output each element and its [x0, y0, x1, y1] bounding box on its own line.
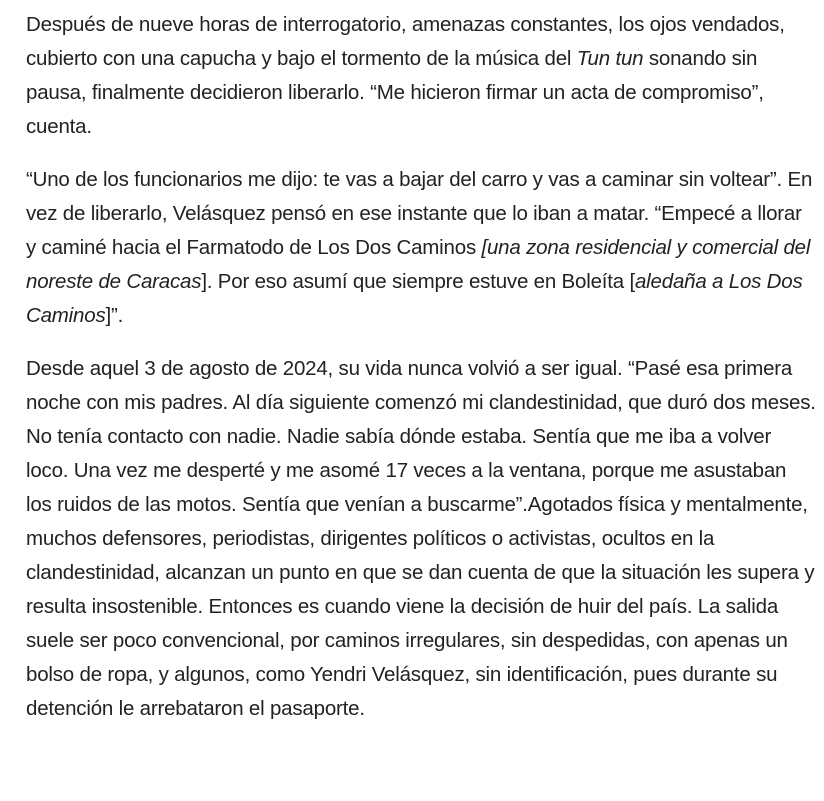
paragraph-2 [26, 163, 816, 333]
paragraph-2-italic-note-1: [una zona residencial y comercial del noreste de Caracas [26, 236, 811, 293]
article-body [26, 8, 816, 745]
paragraph-1-italic-song: Tun tun [576, 47, 644, 70]
paragraph-2-text-c: ]”. [105, 304, 124, 327]
paragraph-3: Desde aquel 3 de agosto de 2024, su vida nunca volvió a ser igual. “Pasé esa primera noche con mis padres. Al día siguiente comenzó mi clandestinidad, que duró dos meses. No tenía contacto con nadie. Nadie sabía dónde estaba. Sentía que me iba a volver loco. Una vez me desperté y me asomé 17 veces a la ventana, porque me asustaban los ruidos de las motos. Sentía que venían a buscarme”.Agotados física y mentalmente, muchos defensores, periodistas, dirigentes políticos o activistas, ocultos en la clandestinidad, alcanzan un punto en que se dan cuenta de que la situación les supera y resulta insostenible. Entonces es cuando viene la decisión de huir del país. La salida suele ser poco convencional, por caminos irregulares, sin despedidas, con apenas un bolso de ropa, y algunos, como Yendri Velásquez, sin identificación, pues durante su detención le arrebataron el pasaporte. [26, 357, 816, 720]
paragraph-1-text-b: sonando sin pausa, finalmente decidieron liberarlo. “Me hicieron firmar un acta de compromiso”, cuenta. [26, 47, 764, 138]
paragraph-2-text-a: “Uno de los funcionarios me dijo: te vas a bajar del carro y vas a caminar sin voltear”. En vez de liberarlo, Velásquez pensó en ese instante que lo iban a matar. “Empecé a llorar y caminé hacia el Farmatodo de Los Dos Caminos [26, 168, 813, 259]
paragraph-1-text-a: Después de nueve horas de interrogatorio, amenazas constantes, los ojos vendados, cubierto con una capucha y bajo el tormento de la música del [26, 13, 785, 70]
paragraph-2-text-b: ]. Por eso asumí que siempre estuve en Boleíta [ [201, 270, 635, 293]
paragraph-2-italic-note-2: aledaña a Los Dos Caminos [26, 270, 803, 327]
paragraph-1 [26, 8, 816, 144]
